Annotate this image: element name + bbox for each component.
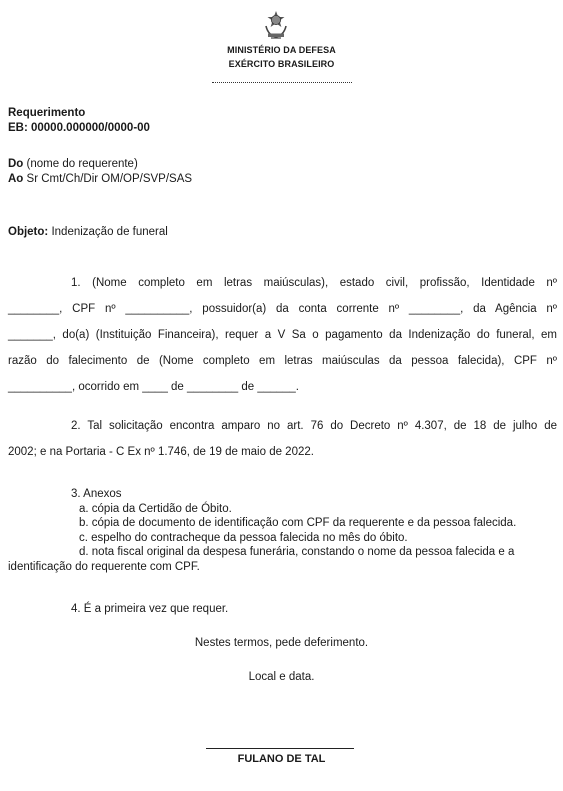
coat-of-arms-icon (263, 10, 289, 40)
to-label: Ao (8, 173, 24, 185)
place-and-date: Local e data. (248, 671, 315, 683)
paragraph-2-line: 2002; e na Portaria - C Ex nº 1.746, de 19 de maio de 2022. (8, 446, 314, 458)
annex-item: a. cópia da Certidão de Óbito. (79, 502, 232, 515)
header-divider (212, 82, 352, 83)
item-4: 4. É a primeira vez que requer. (71, 603, 229, 615)
annex-item: c. espelho do contracheque da pessoa falecida no mês do óbito. (79, 531, 408, 544)
to-value: Sr Cmt/Ch/Dir OM/OP/SVP/SAS (26, 173, 193, 185)
subject-line (8, 225, 168, 240)
paragraph-1-line: razão do falecimento de (Nome completo em letras maiúsculas da pessoa falecida), CPF nº (8, 355, 557, 367)
paragraph-1-line: __________, ocorrido em ____ de ________ de ______. (8, 381, 299, 393)
annex-item-continuation: identificação do requerente com CPF. (8, 560, 200, 573)
paragraph-1-line: 1. (Nome completo em letras maiúsculas), estado civil, profissão, Identidade nº (71, 277, 557, 289)
paragraph-2-line: 2. Tal solicitação encontra amparo no art. 76 do Decreto nº 4.307, de 18 de julho de (71, 420, 557, 432)
closing-request: Nestes termos, pede deferimento. (194, 637, 369, 649)
request-title: Requerimento (8, 107, 86, 119)
from-label: Do (8, 158, 24, 170)
annexes-section (8, 487, 557, 574)
annex-item: b. cópia de documento de identificação com CPF da requerente e da pessoa falecida. (79, 517, 517, 529)
annex-item: d. nota fiscal original da despesa funerária, constando o nome da pessoa falecida e a (79, 546, 515, 558)
subject-label: Objeto: (8, 226, 49, 238)
signature-line (206, 748, 354, 749)
from-line (8, 157, 192, 172)
to-line (8, 172, 192, 187)
paragraph-1-line: _______, do(a) (Instituição Financeira), requer a V Sa o pagamento da Indenização do funeral, em (8, 329, 557, 341)
subject-value: Indenização de funeral (51, 226, 168, 238)
annexes-heading: 3. Anexos (71, 488, 122, 500)
paragraph-1-line: ________, CPF nº __________, possuidor(a) da conta corrente nº ________, da Agência nº (8, 303, 557, 315)
request-block (8, 106, 150, 136)
eb-number: EB: 00000.000000/0000-00 (8, 122, 150, 134)
from-value: (nome do requerente) (26, 158, 138, 170)
addressing-block (8, 157, 192, 187)
signature-name: FULANO DE TAL (237, 753, 326, 765)
header-army: EXÉRCITO BRASILEIRO (228, 59, 335, 69)
header-ministry: MINISTÉRIO DA DEFESA (227, 45, 336, 55)
paragraph-2 (8, 413, 557, 465)
paragraph-1 (8, 270, 557, 400)
